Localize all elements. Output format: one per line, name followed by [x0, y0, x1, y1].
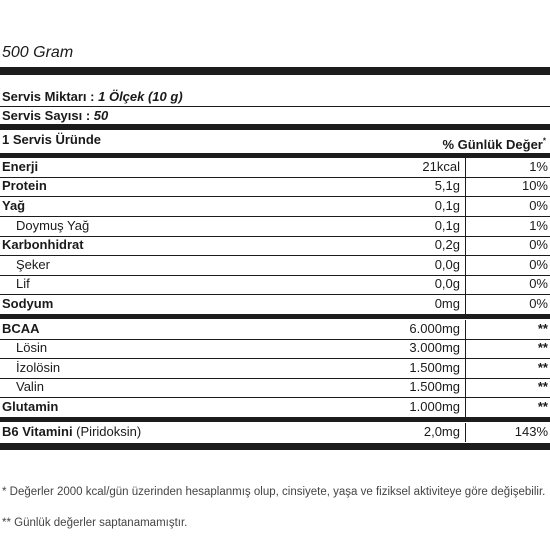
column-separator [465, 236, 466, 255]
nutrient-daily-percent: ** [537, 399, 548, 414]
nutrient-amount: 21kcal [422, 159, 460, 174]
serving-count-label: Servis Sayısı : [2, 108, 91, 123]
footnote-daily-values: * Değerler 2000 kcal/gün üzerinden hesaplanmış olup, cinsiyete, yaşa ve fiziksel aktiviteye göre değişebilir. [2, 486, 546, 498]
nutrient-name: Glutamin [2, 399, 59, 414]
section-divider [0, 314, 550, 319]
nutrient-daily-percent: 0% [529, 296, 548, 311]
bottom-divider [0, 443, 550, 450]
nutrient-daily-percent: 0% [529, 237, 548, 252]
nutrient-daily-percent: 143% [514, 424, 548, 439]
row-divider [0, 216, 550, 217]
column-separator [465, 256, 466, 275]
column-separator [465, 295, 466, 314]
nutrient-name: Lif [16, 276, 30, 291]
column-separator [465, 217, 466, 236]
column-separator [465, 398, 466, 417]
footnote-undetermined: ** Günlük değerler saptanamamıştır. [2, 517, 188, 529]
nutrient-amount: 3.000mg [409, 340, 460, 355]
nutrient-name: Doymuş Yağ [16, 218, 90, 233]
nutrient-amount: 1.500mg [409, 379, 460, 394]
nutrient-amount: 1.000mg [409, 399, 460, 414]
serving-size [2, 89, 183, 105]
nutrient-name: BCAA [2, 321, 40, 336]
nutrient-amount: 1.500mg [409, 360, 460, 375]
row-divider [0, 255, 550, 256]
nutrient-amount: 0,0g [434, 276, 460, 291]
nutrient-daily-percent: 10% [521, 178, 548, 193]
product-weight-title: 500 Gram [2, 44, 74, 61]
nutrient-name-extra: (Piridoksin) [72, 424, 142, 439]
row-divider [0, 294, 550, 295]
nutrient-daily-percent: ** [537, 321, 548, 336]
row-divider [0, 378, 550, 379]
column-separator [465, 320, 466, 339]
row-divider [0, 339, 550, 340]
column-separator [465, 197, 466, 216]
nutrient-daily-percent: 1% [529, 218, 548, 233]
nutrient-name: Enerji [2, 159, 39, 174]
section-divider [0, 417, 550, 422]
nutrient-name [2, 424, 141, 440]
nutrient-name: Yağ [2, 198, 26, 213]
nutrient-daily-percent: 0% [529, 198, 548, 213]
nutrient-daily-percent: ** [537, 379, 548, 394]
nutrient-amount: 0mg [434, 296, 460, 311]
per-serving-header: 1 Servis Üründe [2, 132, 101, 147]
column-separator [465, 275, 466, 294]
row-divider [0, 358, 550, 359]
nutrient-daily-percent: 0% [529, 257, 548, 272]
nutrient-daily-percent: 0% [529, 276, 548, 291]
header-thick-divider [0, 124, 550, 130]
nutrient-amount: 0,0g [434, 257, 460, 272]
nutrient-name-main: B6 Vitamini [2, 424, 73, 439]
nutrient-amount: 2,0mg [423, 424, 460, 439]
nutrient-amount: 0,2g [434, 237, 460, 252]
nutrient-daily-percent: 1% [529, 159, 548, 174]
row-divider [0, 397, 550, 398]
nutrient-name: Lösin [16, 340, 48, 355]
column-separator [465, 359, 466, 378]
divider [0, 106, 550, 107]
daily-value-header [442, 137, 546, 153]
row-divider [0, 275, 550, 276]
nutrient-amount: 0,1g [434, 218, 460, 233]
nutrient-daily-percent: ** [537, 340, 548, 355]
serving-size-label: Servis Miktarı : [2, 89, 95, 104]
row-divider [0, 177, 550, 178]
nutrient-name: Karbonhidrat [2, 237, 84, 252]
section-thick-divider [0, 153, 550, 158]
column-separator [465, 177, 466, 196]
serving-count [2, 108, 108, 124]
serving-count-value: 50 [90, 108, 109, 123]
nutrient-name: Valin [16, 379, 44, 394]
nutrient-amount: 0,1g [434, 198, 460, 213]
nutrient-daily-percent: ** [537, 360, 548, 375]
daily-value-label: % Günlük Değer [442, 137, 543, 152]
column-separator [465, 423, 466, 442]
nutrient-name: Protein [2, 178, 47, 193]
nutrient-name: İzolösin [16, 360, 61, 375]
serving-size-value: 1 Ölçek (10 g) [94, 89, 183, 104]
daily-value-mark: * [542, 136, 546, 146]
column-separator [465, 158, 466, 177]
nutrient-amount: 5,1g [434, 178, 460, 193]
nutrient-amount: 6.000mg [409, 321, 460, 336]
top-thick-divider [0, 67, 550, 75]
column-separator [465, 339, 466, 358]
nutrient-name: Şeker [16, 257, 50, 272]
nutrient-name: Sodyum [2, 296, 54, 311]
column-separator [465, 378, 466, 397]
row-divider [0, 196, 550, 197]
